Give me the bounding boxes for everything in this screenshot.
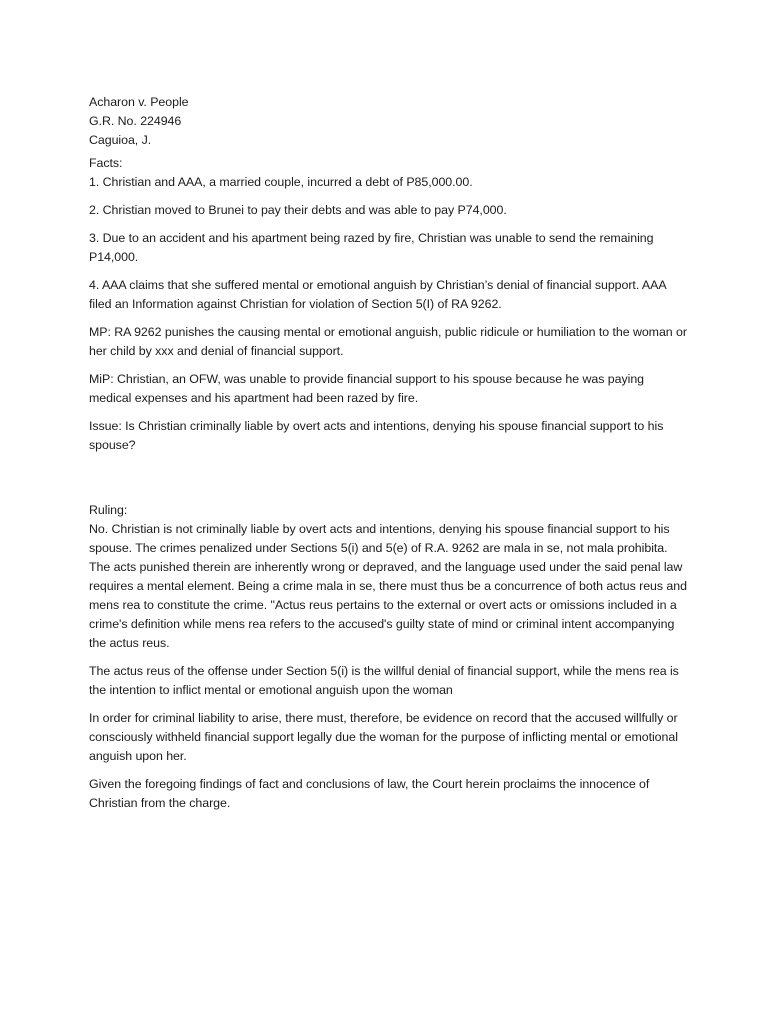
ponente: Caguioa, J. — [89, 133, 152, 147]
fact-item-3: 3. Due to an accident and his apartment being razed by fire, Christian was unable to send the remaining P14,000. — [89, 231, 654, 264]
gr-number: G.R. No. 224946 — [89, 114, 182, 128]
ruling-paragraph-4: Given the foregoing findings of fact and conclusions of law, the Court herein proclaims the innocence of Christian from the charge. — [89, 777, 650, 810]
minor-premise: MiP: Christian, an OFW, was unable to provide financial support to his spouse because he was paying medical expenses and his apartment had been razed by fire. — [89, 372, 644, 405]
document-body — [89, 93, 689, 822]
ruling-paragraph-3: In order for criminal liability to arise, there must, therefore, be evidence on record that the accused willfully or consciously withheld financial support legally due the woman for the purpose of inflicting mental or emotional anguish upon her. — [89, 711, 678, 763]
major-premise: MP: RA 9262 punishes the causing mental or emotional anguish, public ridicule or humiliation to the woman or her child by xxx and denial of financial support. — [89, 325, 687, 358]
fact-item-4: 4. AAA claims that she suffered mental or emotional anguish by Christian’s denial of financial support. AAA filed an Information against Christian for violation of Section 5(I) of RA 9262. — [89, 278, 666, 311]
ruling-paragraph-1: No. Christian is not criminally liable by overt acts and intentions, denying his spouse financial support to his spouse. The crimes penalized under Sections 5(i) and 5(e) of R.A. 9262 are mala in se, not mala prohibita. The acts punished therein are inherently wrong or depraved, and the language used under the said penal law requires a mental element. Being a crime mala in se, there must thus be a concurrence of both actus reus and mens rea to constitute the crime. "Actus reus pertains to the external or overt acts or omissions included in a crime's definition while mens rea refers to the accused's guilty state of mind or criminal intent accompanying the actus reus. — [89, 522, 687, 650]
ruling-paragraph-2: The actus reus of the offense under Section 5(i) is the willful denial of financial support, while the mens rea is the intention to inflict mental or emotional anguish upon the woman — [89, 664, 679, 697]
ruling-heading: Ruling: — [89, 503, 128, 517]
case-title: Acharon v. People — [89, 95, 189, 109]
case-header — [89, 93, 689, 150]
fact-item-1: 1. Christian and AAA, a married couple, incurred a debt of P85,000.00. — [89, 175, 473, 189]
facts-heading: Facts: — [89, 156, 123, 170]
section-spacer — [89, 464, 689, 501]
fact-item-2: 2. Christian moved to Brunei to pay their debts and was able to pay P74,000. — [89, 203, 507, 217]
issue-paragraph: Issue: Is Christian criminally liable by overt acts and intentions, denying his spouse financial support to his spouse? — [89, 419, 664, 452]
